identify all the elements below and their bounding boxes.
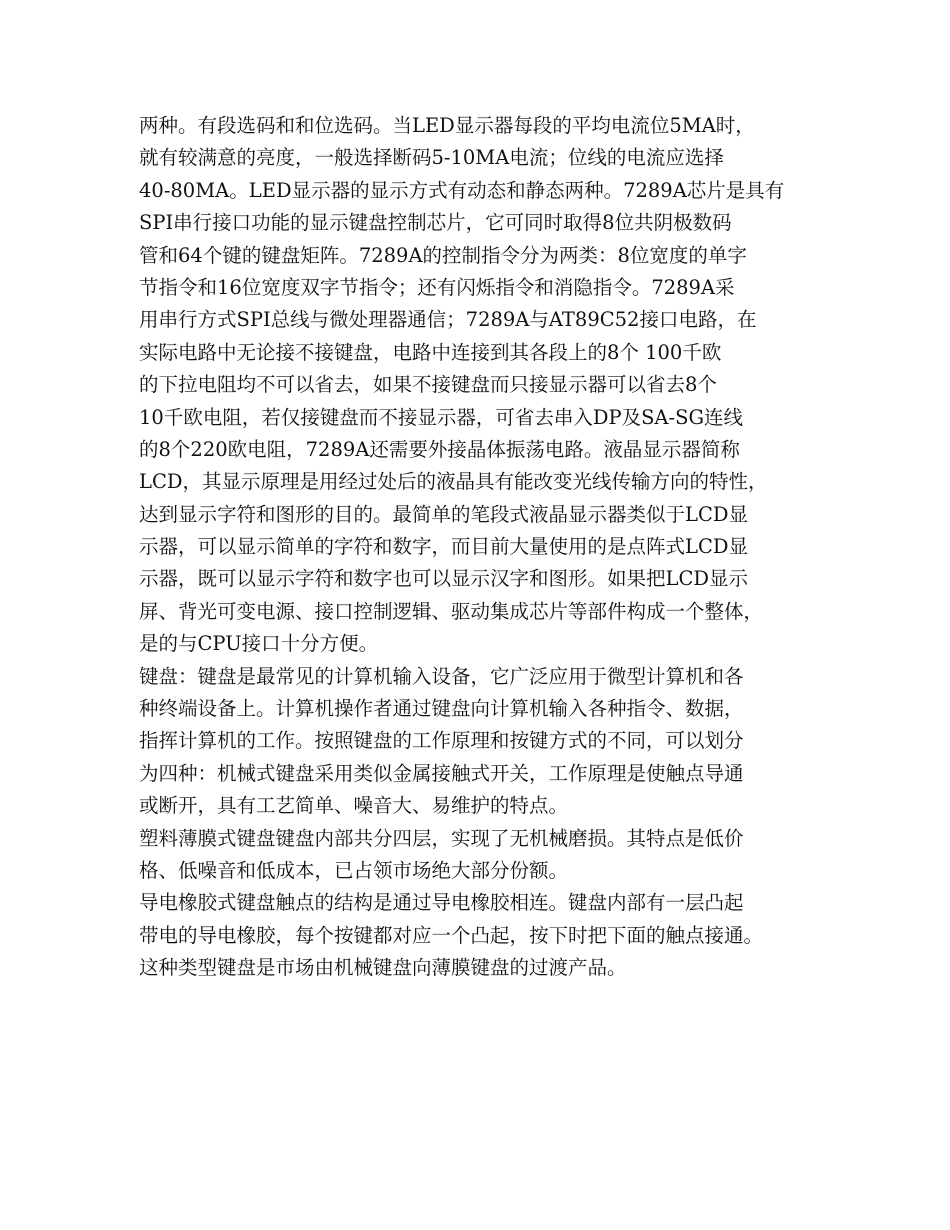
body-text [139, 110, 831, 985]
text-line: 带电的导电橡胶，每个按键都对应一个凸起，按下时把下面的触点接通。 [139, 923, 764, 947]
text-line: 这种类型键盘是市场由机械键盘向薄膜键盘的过渡产品。 [139, 956, 627, 980]
text-line: 是的与CPU接口十分方便。 [139, 632, 379, 656]
text-line: 节指令和16位宽度双字节指令；还有闪烁指令和消隐指令。7289A采 [139, 275, 735, 299]
text-line: 塑料薄膜式键盘键盘内部共分四层，实现了无机械磨损。其特点是低价 [139, 826, 744, 850]
text-line: 为四种：机械式键盘采用类似金属接触式开关，工作原理是使触点导通 [139, 761, 744, 785]
text-line: 40-80MA。LED显示器的显示方式有动态和静态两种。7289A芯片是具有 [139, 178, 785, 202]
text-line: 实际电路中无论接不接键盘，电路中连接到其各段上的8个 100千欧 [139, 340, 722, 364]
text-line: SPI串行接口功能的显示键盘控制芯片，它可同时取得8位共阴极数码 [139, 211, 732, 235]
text-line: 指挥计算机的工作。按照键盘的工作原理和按键方式的不同，可以划分 [139, 729, 744, 753]
text-line: 或断开，具有工艺简单、噪音大、易维护的特点。 [139, 794, 569, 818]
text-line: 就有较满意的亮度，一般选择断码5-10MA电流；位线的电流应选择 [139, 146, 724, 170]
text-line: 两种。有段选码和和位选码。当LED显示器每段的平均电流位5MA时， [139, 114, 755, 137]
text-line: 种终端设备上。计算机操作者通过键盘向计算机输入各种指令、数据， [139, 697, 744, 721]
text-line: 的下拉电阻均不可以省去，如果不接键盘而只接显示器可以省去8个 [139, 373, 717, 397]
text-line: 导电橡胶式键盘触点的结构是通过导电橡胶相连。键盘内部有一层凸起 [139, 891, 744, 915]
text-line: 示器，既可以显示字符和数字也可以显示汉字和图形。如果把LCD显示 [139, 567, 749, 591]
text-line: 键盘：键盘是最常见的计算机输入设备，它广泛应用于微型计算机和各 [139, 664, 744, 688]
text-line: 用串行方式SPI总线与微处理器通信；7289A与AT89C52接口电路，在 [139, 308, 757, 332]
text-line: 屏、背光可变电源、接口控制逻辑、驱动集成芯片等部件构成一个整体， [139, 599, 764, 623]
text-line: 示器，可以显示简单的字符和数字，而目前大量使用的是点阵式LCD显 [139, 535, 749, 559]
text-line: 的8个220欧电阻，7289A还需要外接晶体振荡电路。液晶显示器简称 [139, 437, 740, 461]
text-line: 管和64个键的键盘矩阵。7289A的控制指令分为两类：8位宽度的单字 [139, 243, 747, 267]
text-line: 10千欧电阻，若仅接键盘而不接显示器，可省去串入DP及SA-SG连线 [139, 405, 744, 429]
text-line: LCD，其显示原理是用经过处后的液晶具有能改变光线传输方向的特性， [139, 470, 768, 494]
text-line: 达到显示字符和图形的目的。最简单的笔段式液晶显示器类似于LCD显 [139, 502, 749, 526]
text-line: 格、低噪音和低成本，已占领市场绝大部分份额。 [139, 858, 569, 882]
